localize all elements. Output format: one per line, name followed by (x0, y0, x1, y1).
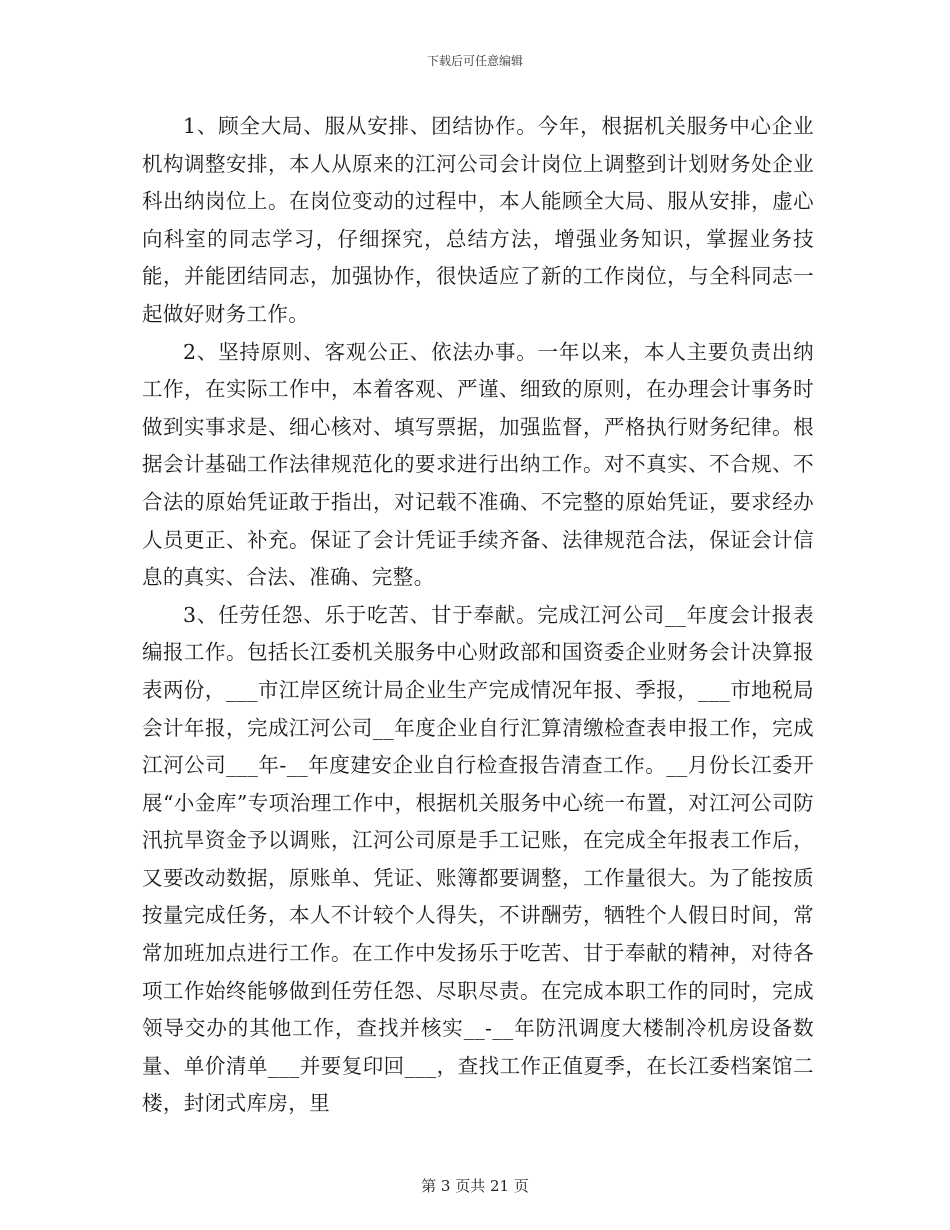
page-header: 下载后可任意编辑 (426, 54, 523, 68)
page-footer: 第 3 页共 21 页 (421, 1177, 529, 1195)
paragraph-3: 3、任劳任怨、乐于吃苦、甘于奉献。完成江河公司__年度会计报表编报工作。包括长江委机关服务中心财政部和国资委企业财务会计决算报表两份，___市江岸区统计局企业生产完成情况年报、季报，___市地税局会计年报，完成江河公司__年度企业自行汇算清缴检查表申报工作，完成江河公司___年-__年度建安企业自行检查报告清查工作。__月份长江委开展“小金库”专项治理工作中，根据机关服务中心统一布置，对江河公司防汛抗旱资金予以调账，江河公司原是手工记账，在完成全年报表工作后，又要改动数据，原账单、凭证、账簿都要调整，工作量很大。为了能按质按量完成任务，本人不计较个人得失，不讲酬劳，牺牲个人假日时间，常常加班加点进行工作。在工作中发扬乐于吃苦、甘于奉献的精神，对待各项工作始终能够做到任劳任怨、尽职尽责。在完成本职工作的同时，完成领导交办的其他工作，查找并核实__-__年防汛调度大楼制冷机房设备数量、单价清单___并要复印回___，查找工作正值夏季，在长江委档案馆二楼，封闭式库房，里 (142, 602, 814, 1116)
paragraph-2: 2、坚持原则、客观公正、依法办事。一年以来，本人主要负责出纳工作，在实际工作中，本着客观、严谨、细致的原则，在办理会计事务时做到实事求是、细心核对、填写票据，加强监督，严格执行财务纪律。根据会计基础工作法律规范化的要求进行出纳工作。对不真实、不合规、不合法的原始凭证敢于指出，对记载不准确、不完整的原始凭证，要求经办人员更正、补充。保证了会计凭证手续齐备、法律规范合法，保证会计信息的真实、合法、准确、完整。 (142, 339, 814, 590)
paragraph-1: 1、顾全大局、服从安排、团结协作。今年，根据机关服务中心企业机构调整安排，本人从原来的江河公司会计岗位上调整到计划财务处企业科出纳岗位上。在岗位变动的过程中，本人能顾全大局、服从安排，虚心向科室的同志学习，仔细探究，总结方法，增强业务知识，掌握业务技能，并能团结同志，加强协作，很快适应了新的工作岗位，与全科同志一起做好财务工作。 (142, 114, 814, 326)
document-body (142, 108, 814, 1123)
